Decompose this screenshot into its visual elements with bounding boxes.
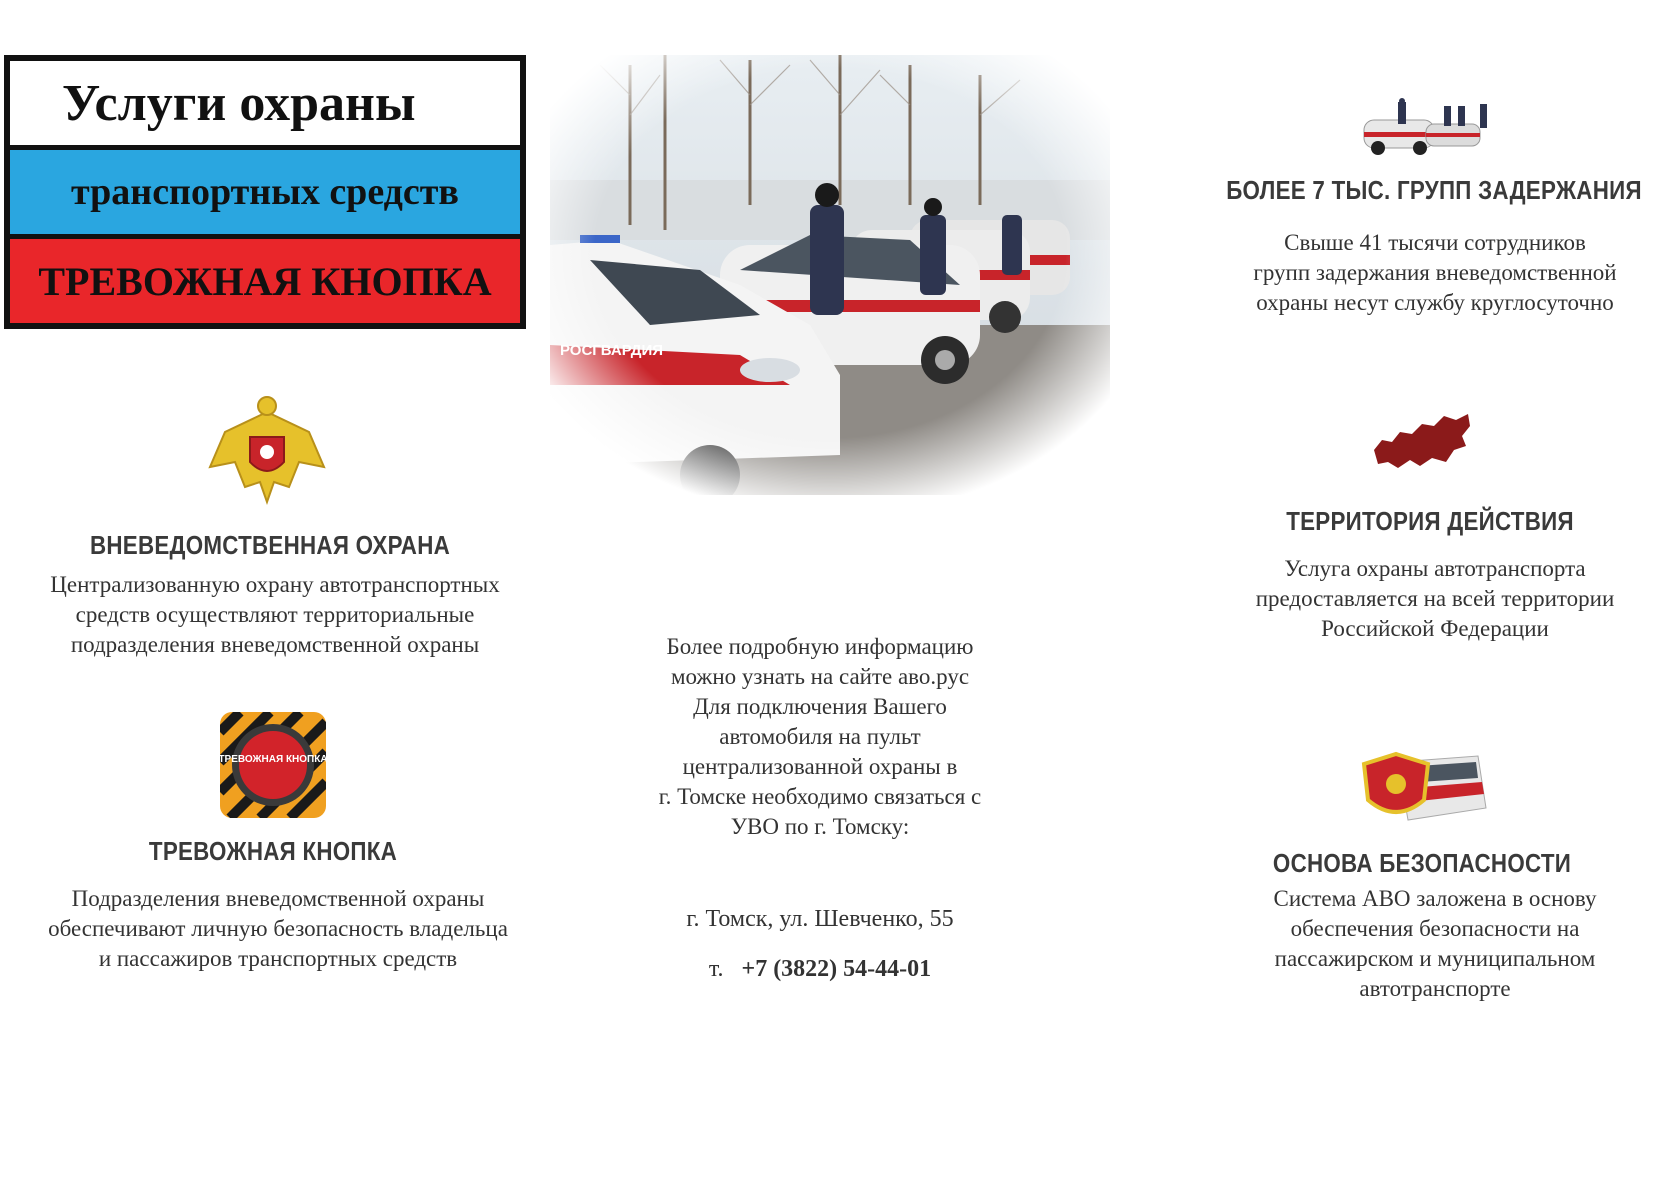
section-text-security-basis: Система АВО заложена в основу обеспечения безопасности на пассажирском и муниципальном автотранспорте — [1273, 886, 1597, 1001]
address: г. Томск, ул. Шевченко, 55 — [686, 906, 954, 932]
phone-number: +7 (3822) 54-44-01 — [741, 956, 932, 982]
shield-tram-icon — [1358, 748, 1488, 828]
rosgvardia-emblem-icon — [205, 392, 329, 516]
section-title-panic-button: ТРЕВОЖНАЯ КНОПКА — [148, 836, 398, 866]
phone-prefix: т. — [708, 956, 724, 982]
banner-line-1: Услуги охраны — [10, 61, 520, 145]
title-banner — [4, 55, 526, 329]
patrol-cars-icon — [1362, 98, 1494, 158]
banner-line-2: транспортных средств — [10, 150, 520, 234]
section-text-territory: Услуга охраны автотранспорта предоставляется на всей территории Российской Федерации — [1255, 556, 1615, 641]
section-title-non-departmental-security: ВНЕВЕДОМСТВЕННАЯ ОХРАНА — [89, 530, 451, 560]
section-title-territory: ТЕРРИТОРИЯ ДЕЙСТВИЯ — [1286, 506, 1574, 536]
section-text-detention-groups: Свыше 41 тысячи сотрудников групп задержания вневедомственной охраны несут службу круглосуточно — [1253, 230, 1617, 315]
section-text-panic-button: Подразделения вневедомственной охраны обеспечивают личную безопасность владельца и пассажиров транспортных средств — [48, 886, 508, 971]
section-title-security-basis: ОСНОВА БЕЗОПАСНОСТИ — [1272, 848, 1572, 878]
banner-line-3: ТРЕВОЖНАЯ КНОПКА — [10, 239, 520, 323]
phone-line — [600, 956, 1040, 983]
section-text-non-departmental-security: Централизованную охрану автотранспортных средств осуществляют территориальные подразделения вневедомственной охраны — [50, 572, 500, 657]
patrol-cars-photo — [550, 55, 1110, 495]
section-title-detention-groups: БОЛЕЕ 7 ТЫС. ГРУПП ЗАДЕРЖАНИЯ — [1226, 175, 1642, 205]
contact-info-text: Более подробную информацию можно узнать на сайте аво.рус Для подключения Вашего автомобиля на пульт централизованной охраны в г. Томске необходимо связаться с УВО по г. Томску: — [658, 634, 982, 839]
panic-button-icon — [220, 712, 326, 818]
panic-button-icon-label: ТРЕВОЖНАЯ КНОПКА — [220, 754, 326, 765]
russia-map-icon — [1370, 410, 1474, 474]
